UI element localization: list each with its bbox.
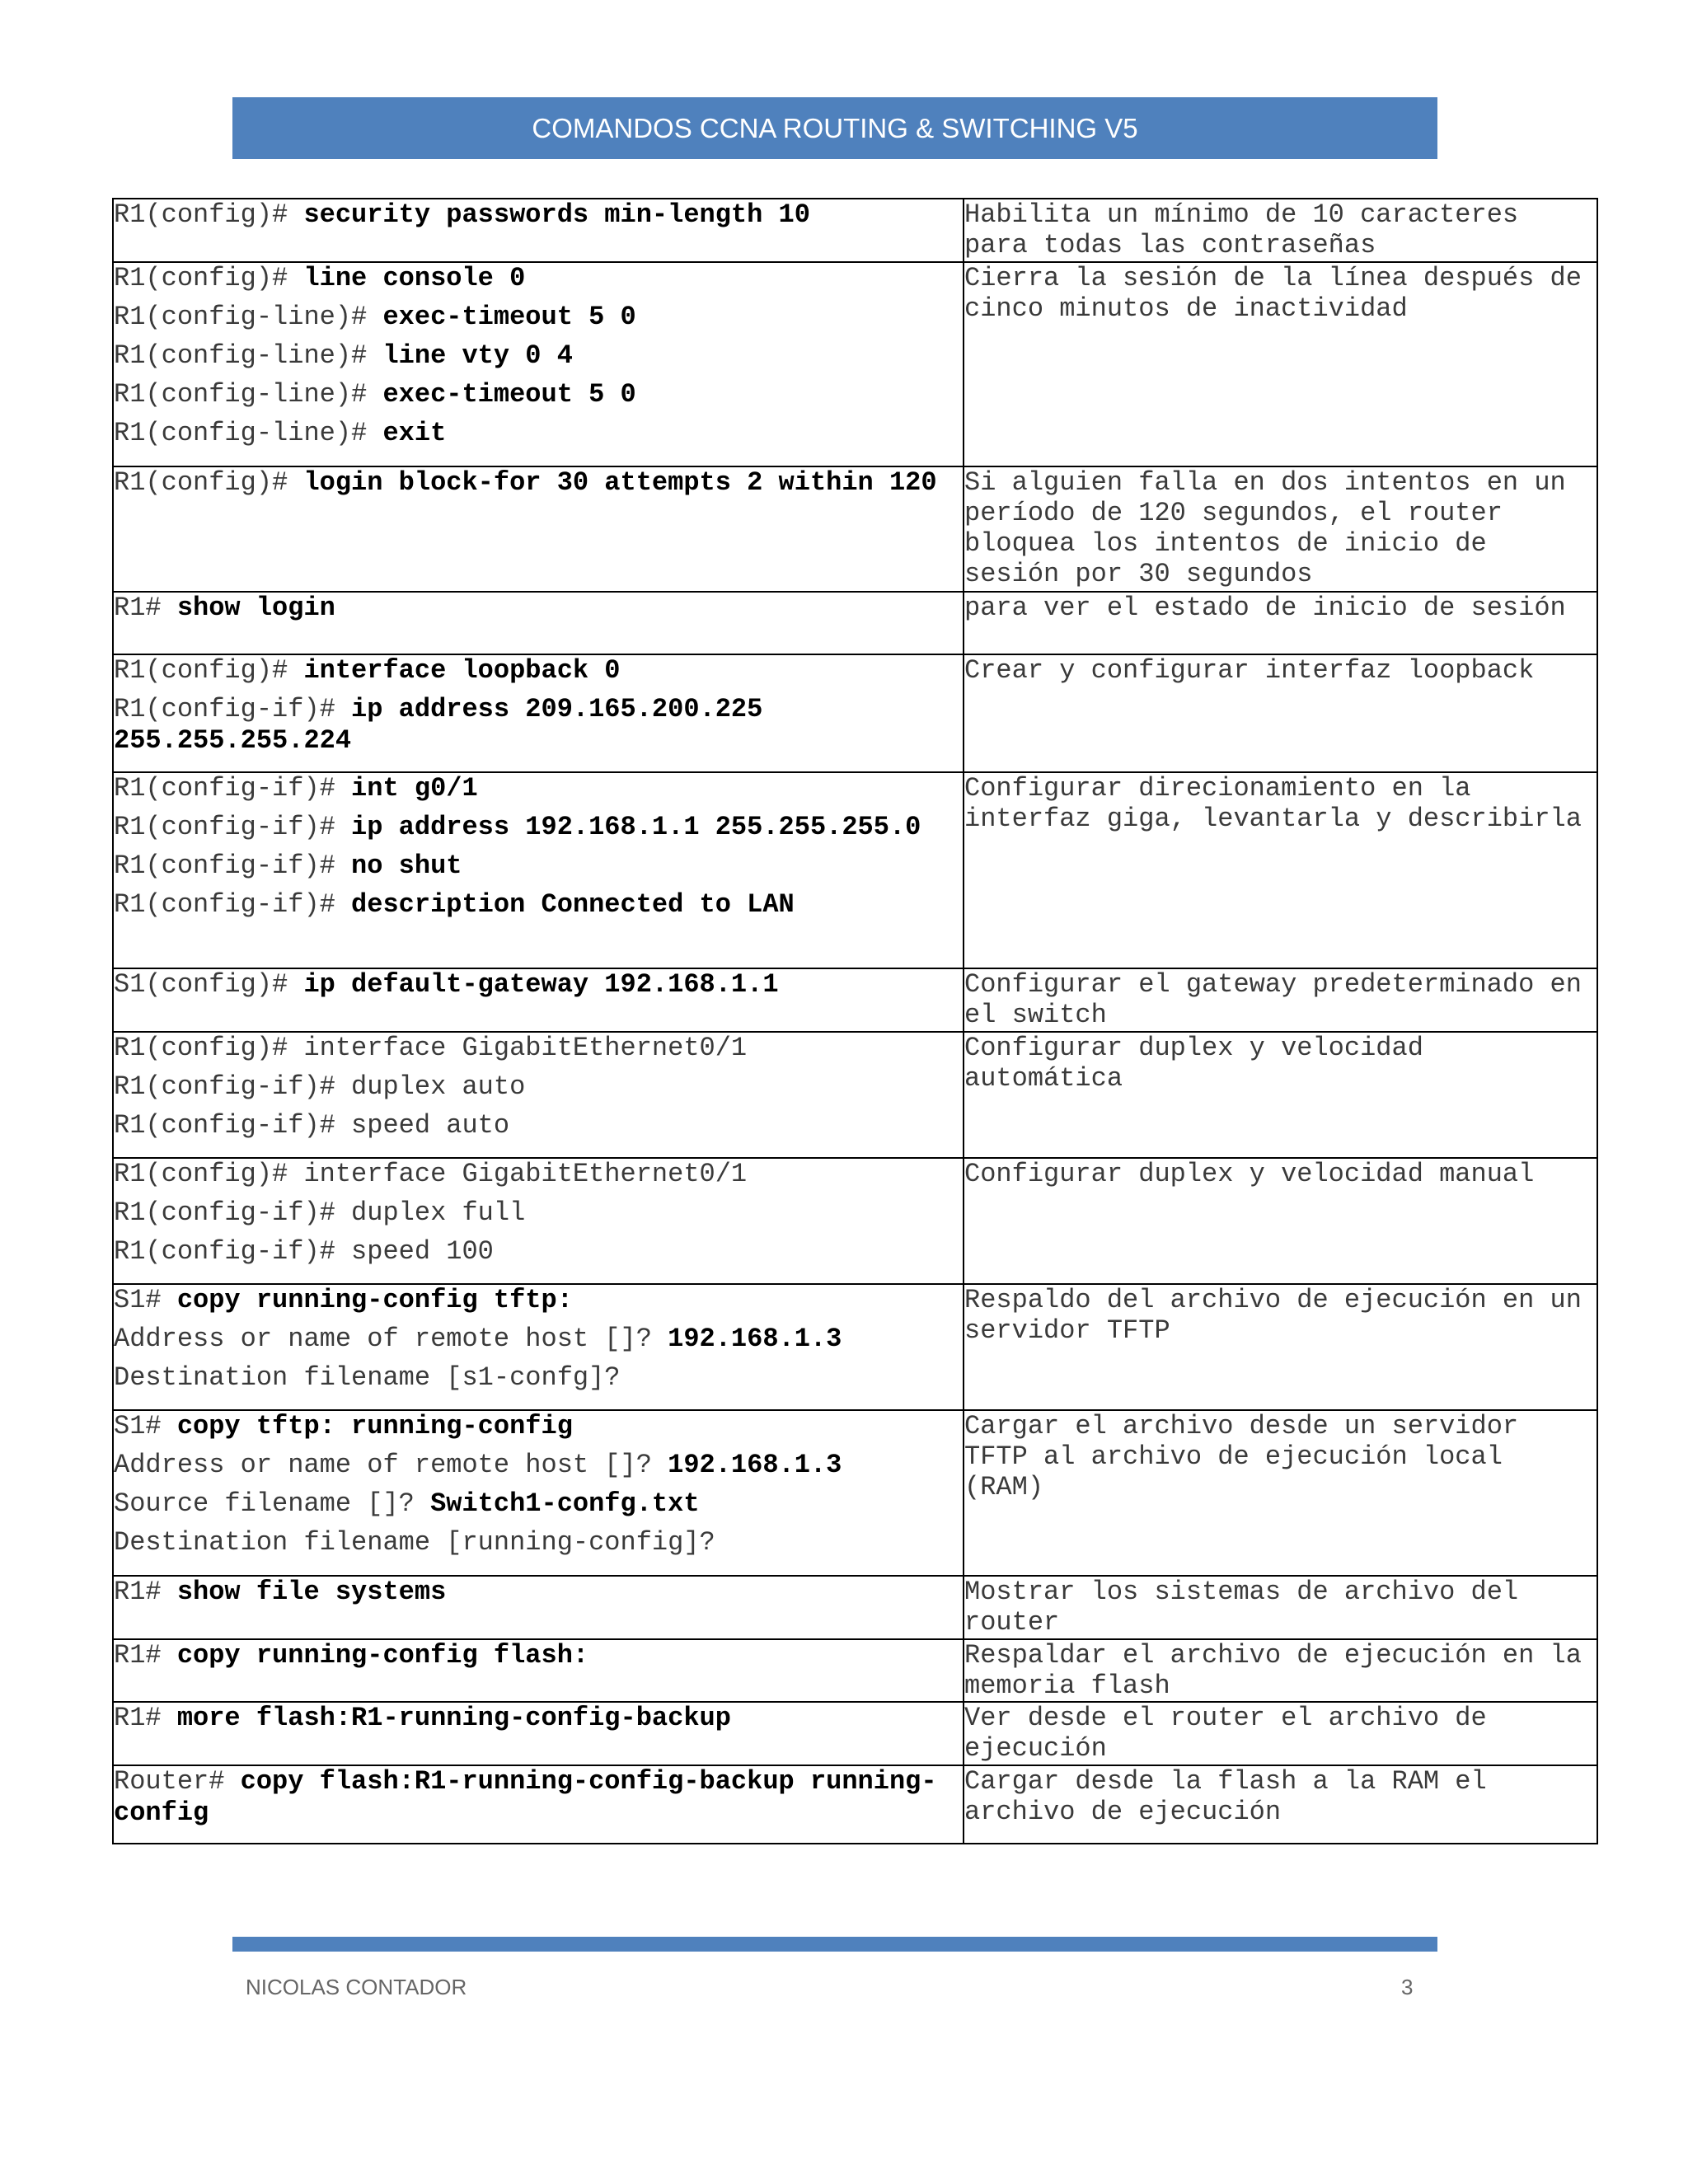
cli-command: copy running-config tftp: [176,1285,573,1315]
description-cell: Cargar el archivo desde un servidor TFTP al archivo de ejecución local (RAM) [964,1410,1597,1576]
description-cell: Configurar duplex y velocidad automática [964,1032,1597,1158]
description-cell: Mostrar los sistemas de archivo del router [964,1576,1597,1639]
command-line [114,851,963,882]
command-line [114,694,963,757]
cli-command: copy running-config flash: [176,1640,589,1671]
cli-prompt: R1# [114,1577,177,1607]
command-line [114,1766,963,1829]
cli-command: exec-timeout 5 0 [382,379,636,410]
cli-command: ip address 192.168.1.1 255.255.255.0 [351,812,921,842]
command-cell [113,654,964,772]
cli-prompt: S1# [114,1285,177,1315]
cli-prompt: R1(config)# [114,199,304,230]
cli-command: int g0/1 [351,773,478,804]
cli-prompt: Router# [114,1766,241,1797]
cli-prompt: S1# [114,1411,177,1441]
cli-prompt: R1(config-if)# [114,889,352,920]
cli-command: 192.168.1.3 [668,1324,842,1354]
description-cell: Configurar direcionamiento en la interfaz giga, levantarla y describirla [964,772,1597,968]
header-band [232,97,1437,159]
cli-prompt: R1(config-line)# [114,379,383,410]
command-line [114,1527,963,1558]
table-row [113,1158,1597,1284]
cli-prompt: Address or name of remote host []? [114,1450,668,1480]
description-cell: Ver desde el router el archivo de ejecución [964,1702,1597,1765]
cli-prompt: R1(config)# [114,263,304,293]
table-row [113,968,1597,1032]
table-row [113,1639,1597,1702]
description-cell: Configurar duplex y velocidad manual [964,1158,1597,1284]
table-row [113,654,1597,772]
command-line [114,1640,963,1671]
command-line [114,1285,963,1316]
command-cell [113,1284,964,1410]
table-row [113,1032,1597,1158]
cli-command: copy tftp: running-config [176,1411,573,1441]
cli-command: security passwords min-length 10 [303,199,810,230]
table-row [113,1410,1597,1576]
command-line [114,340,963,372]
table-row [113,1284,1597,1410]
description-cell: para ver el estado de inicio de sesión [964,592,1597,654]
table-row [113,1765,1597,1844]
command-cell [113,592,964,654]
cli-prompt: Destination filename [s1-confg]? [114,1362,621,1393]
command-line [114,593,963,624]
command-line [114,1411,963,1442]
command-cell [113,199,964,262]
cli-command: exec-timeout 5 0 [382,302,636,332]
cli-prompt: R1(config-line)# [114,418,383,448]
cli-command: line vty 0 4 [382,340,573,371]
cli-command: 192.168.1.3 [668,1450,842,1480]
cli-prompt: S1(config)# [114,969,304,1000]
command-line [114,1110,963,1141]
command-line [114,1033,963,1064]
commands-table [112,198,1598,1844]
cli-prompt: R1(config)# [114,467,304,498]
cli-prompt: R1(config-if)# [114,694,352,724]
cli-prompt: R1(config-if)# duplex auto [114,1071,526,1102]
cli-prompt: R1(config-line)# [114,340,383,371]
command-cell [113,466,964,592]
description-cell: Configurar el gateway predeterminado en el switch [964,968,1597,1032]
cli-prompt: R1# [114,593,177,623]
command-line [114,1236,963,1268]
cli-command: no shut [351,851,462,881]
command-line [114,1324,963,1355]
command-line [114,655,963,687]
cli-command: login block-for 30 attempts 2 within 120 [303,467,937,498]
table-row [113,772,1597,968]
cli-prompt: R1(config-if)# [114,851,352,881]
cli-command: show login [176,593,335,623]
command-line [114,1450,963,1481]
command-line [114,889,963,921]
cli-command: more flash:R1-running-config-backup [176,1703,731,1733]
command-cell [113,1702,964,1765]
description-cell: Cierra la sesión de la línea después de cinco minutos de inactividad [964,262,1597,466]
command-cell [113,262,964,466]
command-line [114,1159,963,1190]
command-line [114,263,963,294]
cli-command: ip address 209.165.200.225 255.255.255.224 [114,694,763,756]
cli-prompt: R1(config-if)# [114,812,352,842]
cli-prompt: Source filename []? [114,1488,431,1519]
command-cell [113,1765,964,1844]
description-cell: Crear y configurar interfaz loopback [964,654,1597,772]
description-cell: Habilita un mínimo de 10 caracteres para todas las contraseñas [964,199,1597,262]
cli-prompt: Destination filename [running-config]? [114,1527,715,1558]
cli-prompt: R1(config-if)# [114,773,352,804]
description-cell: Cargar desde la flash a la RAM el archivo de ejecución [964,1765,1597,1844]
footer-band [232,1937,1437,1952]
command-line [114,1071,963,1103]
cli-command: exit [382,418,447,448]
table-row [113,199,1597,262]
command-line [114,1197,963,1229]
command-line [114,773,963,804]
command-line [114,379,963,410]
cli-prompt: R1# [114,1703,177,1733]
page-number: 3 [1401,1975,1414,1999]
cli-prompt: R1(config)# interface GigabitEthernet0/1 [114,1159,748,1189]
cli-command: description Connected to LAN [351,889,795,920]
table-row [113,1702,1597,1765]
command-line [114,812,963,843]
cli-prompt: R1(config-if)# speed 100 [114,1236,494,1267]
cli-prompt: R1(config)# [114,655,304,686]
cli-prompt: R1(config-if)# duplex full [114,1197,526,1228]
cli-prompt: R1(config)# interface GigabitEthernet0/1 [114,1033,748,1063]
cli-prompt: R1(config-if)# speed auto [114,1110,510,1141]
cli-prompt: R1(config-line)# [114,302,383,332]
command-line [114,1362,963,1394]
command-cell [113,1032,964,1158]
command-cell [113,1410,964,1576]
description-cell: Respaldo del archivo de ejecución en un servidor TFTP [964,1284,1597,1410]
command-line [114,467,963,499]
cli-command: show file systems [176,1577,447,1607]
cli-prompt: Address or name of remote host []? [114,1324,668,1354]
command-line [114,302,963,333]
table-row [113,262,1597,466]
description-cell: Respaldar el archivo de ejecución en la memoria flash [964,1639,1597,1702]
table-row [113,466,1597,592]
command-line [114,1577,963,1608]
command-line [114,199,963,231]
command-line [114,1488,963,1520]
command-line [114,969,963,1001]
cli-command: interface loopback 0 [303,655,621,686]
cli-command: ip default-gateway 192.168.1.1 [303,969,779,1000]
table-row [113,592,1597,654]
table-row [113,1576,1597,1639]
footer-author: NICOLAS CONTADOR [246,1975,467,1999]
command-cell [113,968,964,1032]
cli-command: copy flash:R1-running-config-backup running-config [114,1766,937,1828]
command-cell [113,1158,964,1284]
cli-command: Switch1-confg.txt [430,1488,700,1519]
command-cell [113,772,964,968]
command-line [114,418,963,449]
description-cell: Si alguien falla en dos intentos en un período de 120 segundos, el router bloquea los intentos de inicio de sesión por 30 segundos [964,466,1597,592]
command-line [114,1703,963,1734]
document-title: COMANDOS CCNA ROUTING & SWITCHING V5 [532,113,1138,143]
cli-command: line console 0 [303,263,526,293]
command-cell [113,1576,964,1639]
command-cell [113,1639,964,1702]
cli-prompt: R1# [114,1640,177,1671]
